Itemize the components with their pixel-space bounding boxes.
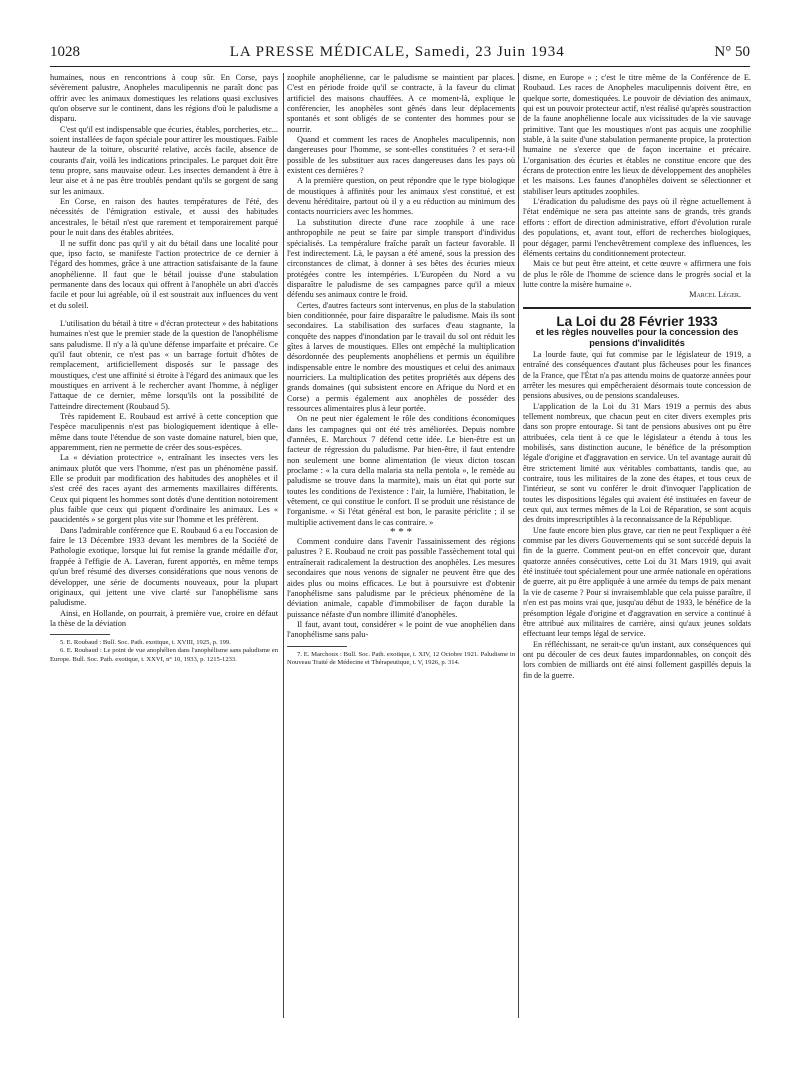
paragraph: Dans l'admirable conférence que E. Roubaud 6 a eu l'occasion de faire le 13 Décembre 1933 devant les membres de la Société de Pathologie exotique, lorsque lui fut remise la grande médaille d'or, frappée à l'effigie de A. Laveran, furent apportés, en même temps qu'un bref résumé des diverses considérations que nous venons de développer, une série de documents nouveaux, pour la plupart originaux, qui jettent une vive clarté sur l'anophélisme sans paludisme. (50, 525, 278, 608)
author-signature: Marcel Léger. (689, 290, 741, 300)
journal-title: LA PRESSE MÉDICALE, Samedi, 23 Juin 1934 (229, 44, 565, 60)
section-rule (523, 307, 751, 309)
paragraph: L'utilisation du bétail à titre « d'écran protecteur » des habitations humaines n'est que le premier stade de la question de l'anophélisme sans paludisme. Il n'y a là qu'une défense imparfaite et précaire. Ce qu'il faut obtenir, ce n'est pas « un barrage fortuit d'hôtes de remplacement, artificiellement disposés sur le passage des moustiques, c'est une affinité si étroite à l'égard des animaux que les moustiques en arrivent à le rechercher avant l'homme, à négliger l'attaque de ce dernier, même lorsqu'ils ont la possibilité de l'atteindre directement (Roubaud 5). (50, 318, 278, 411)
paragraph: Mais ce but peut être atteint, et cette œuvre « affirmera une fois de plus le rôle de l'homme de science dans le progrès social et la lutte contre la misère humaine ». (523, 259, 751, 289)
footnote: 7. E. Marchoux : Bull. Soc. Path. exotique, t. XIV, 12 Octobre 1921. Paludisme in Nouveau Traité de Médecine et Thérapeutique, t. V, 1926, p. 314. (287, 650, 515, 666)
column-separator (518, 73, 519, 1018)
paragraph: C'est qu'il est indispensable que écuries, étables, porcheries, etc... soient installées de façon spéciale pour attirer les moustiques. Faible hauteur de la toiture, obscurité relative, accès facile, absence de courants d'air, voilà les indications principales. Le parquet doit être tenu propre, sans mauvaise odeur. Les insectes demandent à être à leur aise et à ne pas être troublés pendant qu'ils se gorgent de sang sur les animaux. (50, 124, 278, 196)
page-header (50, 44, 750, 66)
paragraph: On ne peut nier également le rôle des conditions économiques dans les campagnes qui ont été très améliorées. Depuis nombre d'années, E. Marchoux 7 défend cette idée. Le bien-être est un facteur de régression du paludisme. Par bien-être, il faut entendre non seulement une bonne alimentation (le vieux dicton toscan proclame : « la cura della malaria sta nella pentola », le remède au paludisme se trouve dans la marmite), mais un état qui porte sur toutes les conditions de l'existence : l'air, la lumière, l'habitation, le vêtement, ce qui constitue le confort. Il se produit une résistance de l'organisme. « Si l'état général est bon, le parasite périclite ; il se multiplie activement dans le cas contraire. » (287, 414, 515, 527)
header-rule (50, 66, 750, 67)
paragraph: Quand et comment les races de Anopheles maculipennis, non dangereuses pour l'homme, se sont-elles constituées ? et sera-t-il possible de les substituer aux races dangereuses dans les pays où existent ces dernières ? (287, 135, 515, 176)
page-number: 1028 (50, 44, 80, 60)
paragraph: disme, en Europe » ; c'est le titre même de la Conférence de E. Roubaud. Les races de Anopheles maculipennis doivent être, en quelque sorte, domestiquées. Le pouvoir de déviation des animaux, qui est un pouvoir protecteur actif, n'est réalisé qu'après soustraction de la faune anophélienne locale aux vicissitudes de la vie sauvage primitive. Tant que les moustiques n'ont pas acquis une zoophilie stable, à la suite d'une stabulation permanente propice, la protection humaine ne s'exerce que de façon incertaine et précaire. L'organisation des écuries et étables ne constitue encore que des écrans de protection entre les lieux de développement des anophèles et les maisons. Les faunes d'anophèles doivent se sélectionner et stabiliser leurs aptitudes zoophiles. (523, 73, 751, 196)
paragraph: zoophile anophélienne, car le paludisme se maintient par places. C'est en période froide qu'il se contracte, à la faveur du climat artificiel des maisons chauffées. A ce moment-là, explique le conférencier, les anophèles sont gênés dans leur déplacements spontanés et sont obligés de se contenter des hommes pour se nourrir. (287, 73, 515, 134)
column-2 (287, 73, 515, 667)
article-subtitle: et les règles nouvelles pour la concession des pensions d'invalidités (535, 326, 739, 349)
section-stars: * * * (390, 526, 412, 539)
paragraph: humaines, nous en rencontrions à coup sûr. En Corse, pays sévèrement palustre, Anopheles maculipennis ne paraît donc pas offrir avec les animaux domestiques les relations quasi exclusives qu'on observe sur le continent, dans les régions d'où le paludisme a disparu. (50, 73, 278, 124)
issue-number: N° 50 (714, 44, 750, 60)
paragraph: A la première question, on peut répondre que le type biologique de moustiques à affinités pour les animaux s'est constitué, et est devenu héréditaire, partout où il y a eu réduction au minimum des contacts nourriciers avec les hommes. (287, 176, 515, 217)
paragraph: Une faute encore bien plus grave, car rien ne peut l'expliquer a été commise par les divers Gouvernements qui se sont succédé depuis la fin de la guerre. Comment peut-on en effet concevoir que, durant quatorze années consécutives, cette Loi du 31 Mars 1919, qui avait été instituée tout spécialement pour une armée nationale en opérations de guerre, ait pu être appliquée à une armée du temps de paix menant la vie de caserne ? Pour si invraisemblable que cela puisse paraître, il n'en est pas moins vrai que, jusqu'au début de 1933, le bénéfice de la présomption légale d'origine et d'aggravation en service a continué à être attribué aux militaires de carrière, ainsi qu'aux jeunes soldats effectuant leur temps légal de service. (523, 525, 751, 639)
paragraph: Ainsi, en Hollande, on pourrait, à première vue, croire en défaut la thèse de la déviation (50, 608, 278, 628)
column-1 (50, 73, 278, 664)
footnote: 5. E. Roubaud : Bull. Soc. Path. exotique, t. XVIII, 1925, p. 199. (60, 639, 231, 647)
paragraph: En réfléchissant, ne serait-ce qu'un instant, aux conséquences qui ont pu découler de ces deux fautes impardonnables, on conçoit dès lors combien de milliards ont été ainsi follement gaspillés depuis la fin de la guerre. (523, 639, 751, 680)
column-separator (283, 73, 284, 1018)
paragraph: Il ne suffit donc pas qu'il y ait du bétail dans une localité pour que, ipso facto, se manifeste l'action protectrice de ce dernier à l'égard des hommes, grâce à une attraction satisfaisante de la faune anophélienne. Il faut que le bétail jouisse d'une stabulation permanente dans des locaux qui offrent à l'anophèle un abri d'accès facile et pour lui agréable, où il est soustrait aux influences du vent et du soleil. (50, 238, 278, 310)
paragraph: Certes, d'autres facteurs sont intervenus, en plus de la stabulation bien conditionnée, pour faire disparaître le paludisme. Mais ils sont secondaires. La stabilisation des surfaces d'eau stagnante, la conquête des nappes d'inondation par le travail du sol ont réduit les gîtes à larves de moustiques. Elles ont empêché la multiplication désordonnée des peuplements anophéliens et permis un équilibre indispensable entre le nombre des moustiques et celui des animaux nourriciers. La multiplication des petites propriétés aux dépens des grands domaines (qui subsistent encore en Afrique du Nord et en Corse) a permis également aux anophèles de posséder des ressources alimentaires plus à leur portée. (287, 300, 515, 413)
paragraph: Comment conduire dans l'avenir l'assainissement des régions palustres ? E. Roubaud ne croit pas possible l'assèchement total qui entraînerait radicalement la destruction des anophèles. Les mesures secondaires que nous venons de signaler ne peuvent être que des aides plus ou moins efficaces. Le but à poursuivre est d'obtenir l'anophélisme sans paludisme par le précieux phénomène de la déviation animale, capable d'immobiliser de façon durable la puissance néfaste d'un nombre illimité d'anophèles. (287, 537, 515, 619)
column-3 (523, 73, 751, 681)
paragraph: Très rapidement E. Roubaud est arrivé à cette conception que l'espèce maculipennis n'est pas biologiquement identique à elle-même dans toute l'étendue de son vaste domaine naturel, bien que, apparemment, rien ne permette de créer des sous-espèces. (50, 412, 278, 453)
paragraph: L'application de la Loi du 31 Mars 1919 a permis des abus tellement nombreux, que chacun peut en citer divers exemples pris dans son propre entourage. Si tant de pensions abusives ont pu être attribuées, cela tient à ce que le législateur a étendu à tous les mobilisés, sans distinction aucune, le bénéfice de la présomption légale d'origine et d'aggravation en service. Un tel avantage aurait dû être strictement limité aux véritables combattants, tandis que, au contraire, tous les militaires de la zone des étapes, et tous ceux de l'intérieur, se sont vu conférer le droit d'invoquer l'application de toutes les dispositions légales qui avaient été instituées en faveur de ceux qui, aux termes mêmes de la Loi de Réparation, se sont acquis des droits imprescriptibles à la reconnaissance de la République. (523, 401, 751, 525)
footnote-rule (50, 634, 110, 635)
paragraph: Il faut, avant tout, considérer « le point de vue anophélien dans l'anophélisme sans palu- (287, 619, 515, 640)
paragraph: En Corse, en raison des hautes températures de l'été, des nécessités de l'émigration estivale, et aussi des habitudes ancestrales, le bétail n'est que rarement et temporairement parqué pour le nuit dans des étables abritées. (50, 197, 278, 238)
article-title: La Loi du 28 Février 1933 (556, 313, 718, 329)
footnote: 6. E. Roubaud : Le point de vue anophélien dans l'anophélisme sans paludisme en Europe. Bull. Soc. Path. exotique, t. XXVI, n° 10, 1933, p. 1215-1233. (50, 647, 278, 663)
paragraph: La lourde faute, qui fut commise par le législateur de 1919, a entraîné des conséquences d'autant plus fâcheuses pour les finances de la France, que l'État n'a pas attendu moins de quatorze années pour arrêter les mesures qui empêcheraient désormais toute concession de pensions abusives, ou de pensions scandaleuses. (523, 349, 751, 401)
paragraph: L'éradication du paludisme des pays où il règne actuellement à l'état endémique ne sera pas atteinte sans de grands, très grands efforts : effort de direction administrative, effort d'évolution rurale des populations, et, avant tout, effort de recherches biologiques, pour dégager, parmi l'enchevêtrement complexe des influences, les éléments certains du conditionnement protecteur. (523, 197, 751, 258)
paragraph: La substitution directe d'une race zoophile à une race anthropophile ne peut se faire par simple transport d'individus spécialisés. La tempéralure fraîche paraît un facteur favorable. Il l'est indirectement. Là, le paysan a été amené, sous la pression des circonstances de climat, à donner à ses bêtes des écuries mieux protégées contre les intempéries. L'Européen du Nord a vu disparaître le paludisme de ses campagnes parce qu'il a mieux défendu ses animaux contre le froid. (287, 217, 515, 300)
footnote-rule (287, 646, 347, 647)
paragraph: La « déviation protectrice », entraînant les insectes vers les animaux plutôt que vers l'homme, n'est pas un phénomène passif. Elle se produit par modification des habitudes des anophèles et il s'est créé des races ayant des armements maxillaires différents. Ceux qui piquent les hommes sont dotés d'une dentition notoirement plus faible que ceux qui piquent d'ordinaire les animaux. Les « paucidentés » se gorgent plus vite sur l'homme et les préfèrent. (50, 453, 278, 525)
